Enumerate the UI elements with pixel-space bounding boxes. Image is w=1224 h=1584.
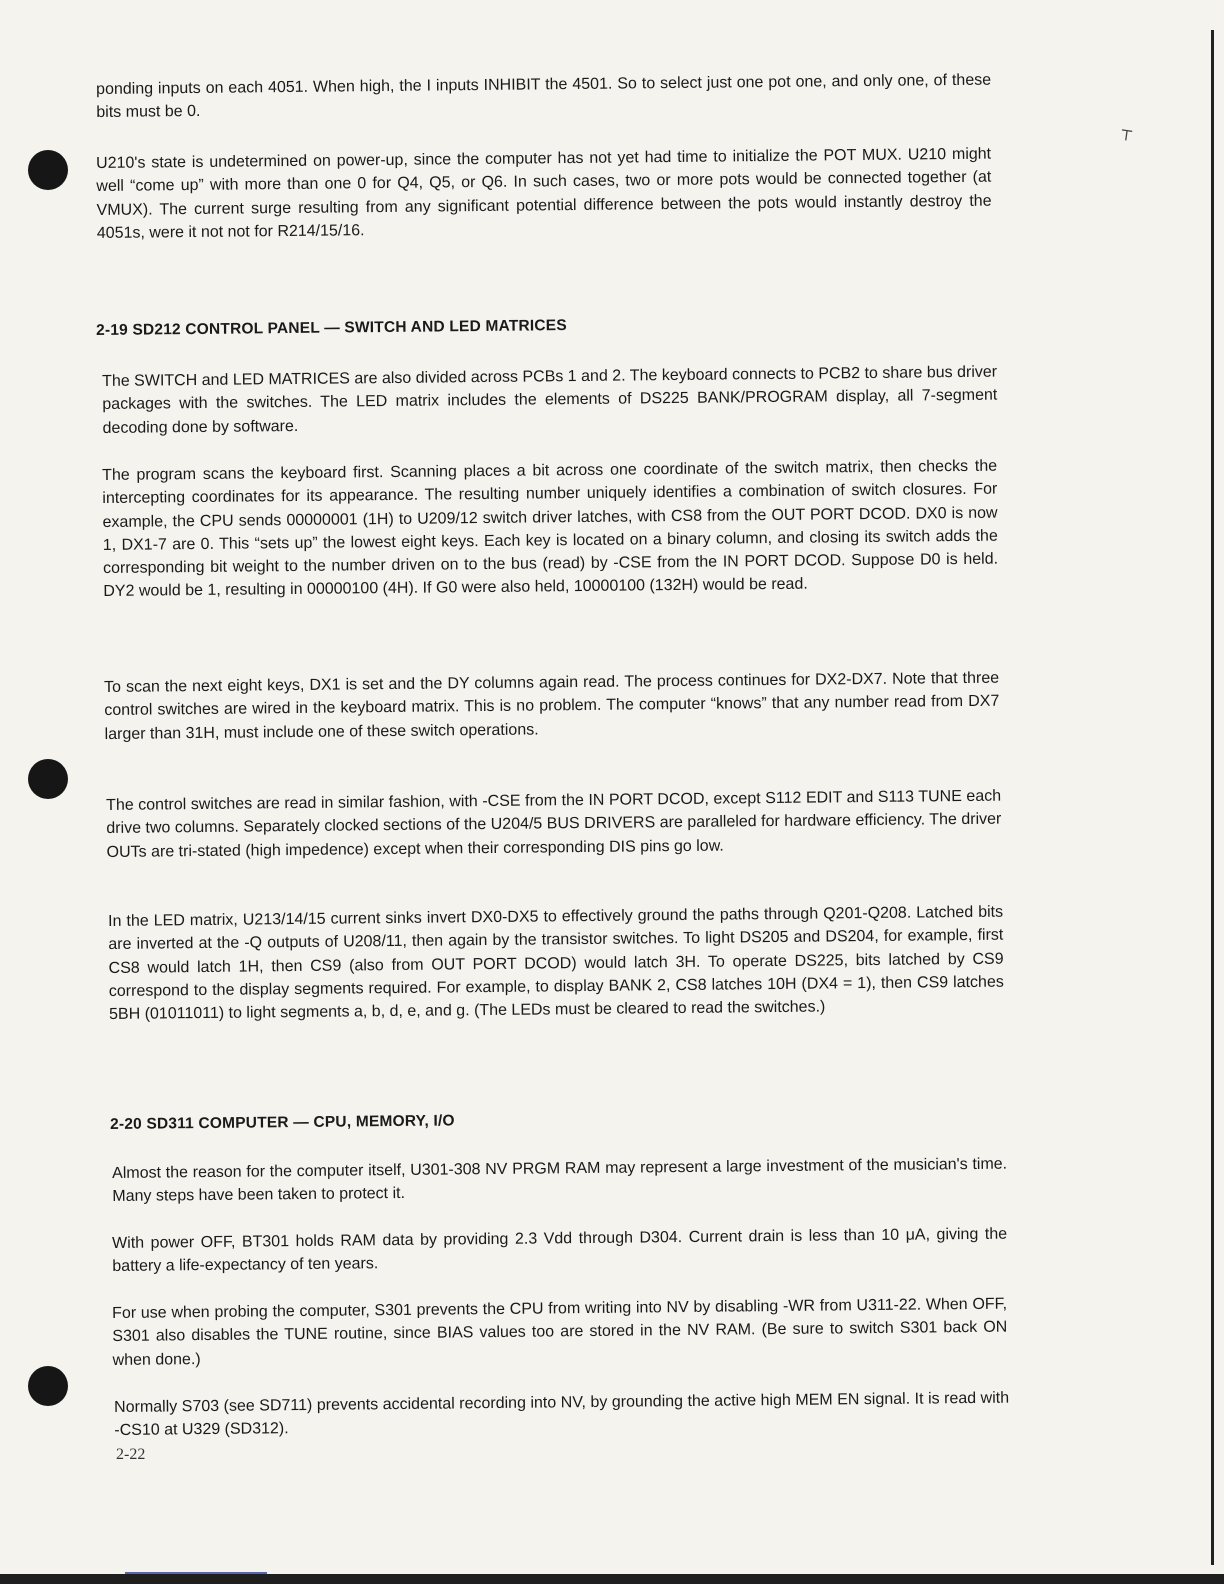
paragraph-top-2: U210's state is undetermined on power-up, since the computer has not yet had time to initialize the POT MUX. U210 might well “come up” with more than one 0 for Q4, Q5, or Q6. In such cases, two or more pots would be connected together (at VMUX). The current surge resulting from any significant potential difference between the pots would instantly destroy the 4051s, were it not not for R214/15/16. [96, 145, 992, 242]
section-2-19-paragraph-2: The program scans the keyboard first. Scanning places a bit across one coordinate of the switch matrix, then checks the intercepting coordinates for its appearance. The resulting number uniquely identifies a combination of switch closures. For example, the CPU sends 00000001 (1H) to U209/12 switch driver latches, with CS8 from the OUT PORT DCOD. DX0 is now 1, DX1-7 are 0. This “sets up” the lowest eight keys. Each key is located on a binary column, and closing its switch adds the corresponding bit weight to the number driven on to the bus (read) by -CSE from the IN PORT DCOD. Suppose D0 is held. DY2 would be 1, resulting in 00000100 (4H). If G0 were also held, 10000100 (132H) would be read. [102, 457, 999, 601]
section-2-19-paragraph-1: The SWITCH and LED MATRICES are also divided across PCBs 1 and 2. The keyboard connects to PCB2 to share bus driver packages with the switches. The LED matrix includes the elements of DS225 BANK/PROGRAM display, all 7-segment decoding done by software. [102, 363, 998, 437]
stray-pencil-mark: ⸆ [1118, 124, 1134, 154]
section-2-20-paragraph-1: Almost the reason for the computer itself, U301-308 NV PRGM RAM may represent a large investment of the musician's time. Many steps have been taken to protect it. [112, 1155, 1008, 1206]
binder-hole-top [28, 150, 68, 190]
binder-hole-bottom [28, 1366, 68, 1406]
section-2-19-paragraph-5: In the LED matrix, U213/14/15 current sinks invert DX0-DX5 to effectively ground the paths through Q201-Q208. Latched bits are inverted at the -Q outputs of U208/11, then again by the transistor switches. To light DS205 and DS204, for example, first CS8 would latch 1H, then CS9 (also from OUT PORT DCOD) would latch 3H. To operate DS225, bits latched by CS9 correspond to the display segments required. For example, to display BANK 2, CS8 latches 10H (DX4 = 1), then CS9 latches 5BH (01011011) to light segments a, b, d, e, and g. (The LEDs must be cleared to read the switches.) [108, 903, 1004, 1024]
section-2-19-paragraph-3: To scan the next eight keys, DX1 is set and the DY columns again read. The process continues for DX2-DX7. Note that three control switches are wired in the keyboard matrix. This is no problem. The computer “knows” that any number read from DX7 larger than 31H, must include one of these switch operations. [104, 669, 1000, 743]
scan-right-edge [1211, 30, 1214, 1565]
binder-hole-middle [28, 759, 68, 799]
section-2-20-paragraph-2: With power OFF, BT301 holds RAM data by providing 2.3 Vdd through D304. Current drain is less than 10 μA, giving the battery a life-expectancy of ten years. [112, 1225, 1008, 1276]
section-2-19-heading: 2-19 SD212 CONTROL PANEL — SWITCH AND LED MATRICES [96, 317, 567, 339]
page-number: 2-22 [116, 1446, 146, 1463]
section-2-20-paragraph-3: For use when probing the computer, S301 prevents the CPU from writing into NV by disabling -WR from U311-22. When OFF, S301 also disables the TUNE routine, since BIAS values too are stored in the NV RAM. (Be sure to switch S301 back ON when done.) [112, 1295, 1008, 1369]
section-2-20-paragraph-4: Normally S703 (see SD711) prevents accidental recording into NV, by grounding the active high MEM EN signal. It is read with -CS10 at U329 (SD312). [114, 1389, 1010, 1440]
scan-bottom-edge [0, 1574, 1224, 1584]
paragraph-top-1: ponding inputs on each 4051. When high, the I inputs INHIBIT the 4501. So to select just one pot one, and only one, of these bits must be 0. [96, 71, 992, 122]
scan-bottom-line [125, 1572, 267, 1574]
section-2-20-heading: 2-20 SD311 COMPUTER — CPU, MEMORY, I/O [110, 1112, 455, 1133]
section-2-19-paragraph-4: The control switches are read in similar fashion, with -CSE from the IN PORT DCOD, except S112 EDIT and S113 TUNE each drive two columns. Separately clocked sections of the U204/5 BUS DRIVERS are paralleled for hardware efficiency. The driver OUTs are tri-stated (high impedence) except when their corresponding DIS pins go low. [106, 787, 1002, 861]
